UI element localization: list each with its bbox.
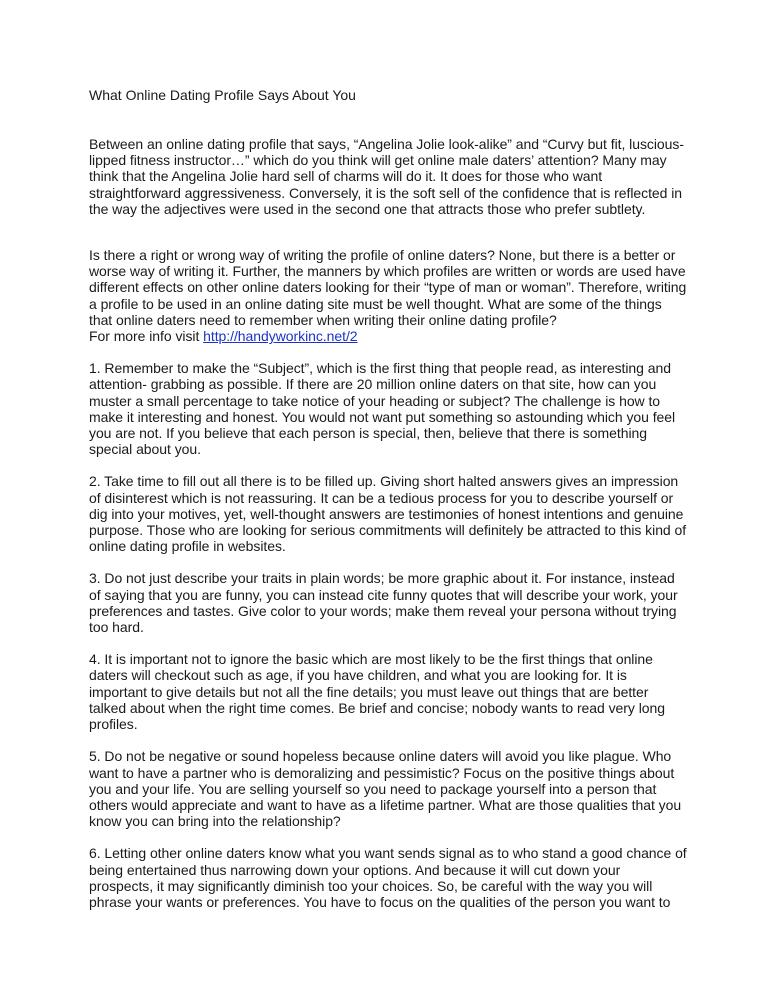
spacer	[89, 554, 687, 570]
question-paragraph: Is there a right or wrong way of writing the profile of online daters? None, but there is a better or worse way of writing it. Further, the manners by which profiles are written or words are used have different effects on other online daters looking for their “type of man or woman”. Therefore, writing a profile to be used in an online dating site must be well thought. What are some of the things that online daters need to remember when writing their online dating profile?	[89, 247, 687, 328]
more-info-prefix: For more info visit	[89, 328, 204, 345]
spacer	[89, 829, 687, 845]
intro-paragraph: Between an online dating profile that says, “Angelina Jolie look-alike” and “Curvy but fit, luscious-lipped fitness instructor…” which do you think will get online male daters’ attention? Many may think that the Angelina Jolie hard sell of charms will do it. It does for those who want straightforward aggressiveness. Conversely, it is the soft sell of the confidence that is reflected in the way the adjectives were used in the second one that attracts those who prefer subtlety.	[89, 136, 684, 217]
document-title: What Online Dating Profile Says About You	[89, 87, 356, 103]
document-body	[89, 86, 687, 910]
spacer	[89, 732, 687, 748]
more-info-line	[89, 328, 687, 344]
tip-paragraph-3: 3. Do not just describe your traits in plain words; be more graphic about it. For instance, instead of saying that you are funny, you can instead cite funny quotes that will describe your work, your preferences and tastes. Give color to your words; make them reveal your persona without trying too hard.	[89, 570, 678, 636]
spacer	[89, 635, 687, 651]
spacer	[89, 104, 687, 136]
tip-paragraph-1: 1. Remember to make the “Subject”, which is the first thing that people read, as interesting and attention- grabbing as possible. If there are 20 million online daters on that site, how can you muster a small percentage to take notice of your heading or subject? The challenge is how to make it interesting and honest. You would not want put something so astounding which you feel you are not. If you believe that each person is special, then, believe that there is something special about you.	[89, 360, 676, 458]
tip-paragraph-4: 4. It is important not to ignore the basic which are most likely to be the first things that online daters will checkout such as age, if you have children, and what you are looking for. It is important to give details but not all the fine details; you must leave out things that are better talked about when the right time comes. Be brief and concise; nobody wants to read very long profiles.	[89, 651, 665, 733]
tip-paragraph-2: 2. Take time to fill out all there is to be filled up. Giving short halted answers gives an impression of disinterest which is not reassuring. It can be a tedious process for you to describe yourself or dig into your motives, yet, well-thought answers are testimonies of honest intentions and genuine purpose. Those who are looking for serious commitments will definitely be attracted to this kind of online dating profile in websites.	[89, 473, 687, 555]
spacer	[89, 217, 687, 247]
spacer	[89, 344, 687, 360]
tip-paragraph-6: 6. Letting other online daters know what you want sends signal as to who stand a good chance of being entertained thus narrowing down your options. And because it will cut down your prospects, it may significantly diminish too your choices. So, be careful with the way you will phrase your wants or preferences. You have to focus on the qualities of the person you want to	[89, 845, 687, 910]
spacer	[89, 457, 687, 473]
tip-paragraph-5: 5. Do not be negative or sound hopeless because online daters will avoid you like plague. Who want to have a partner who is demoralizing and pessimistic? Focus on the positive things about you and your life. You are selling yourself so you need to package yourself into a person that others would appreciate and want to have as a lifetime partner. What are those qualities that you know you can bring into the relationship?	[89, 748, 682, 830]
more-info-link[interactable]: http://handyworkinc.net/2	[203, 328, 358, 345]
